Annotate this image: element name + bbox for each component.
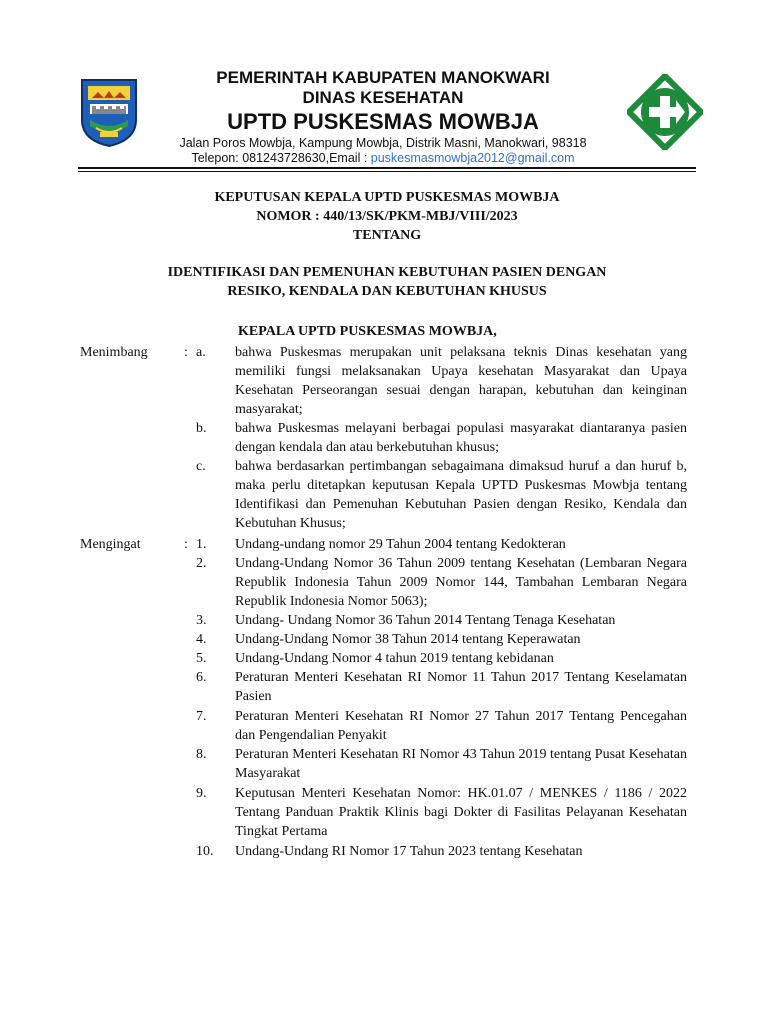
list-item-text: Undang-undang nomor 29 Tahun 2004 tentang Kedokteran: [235, 537, 566, 552]
list-marker: 6.: [196, 670, 207, 685]
subject-line: RESIKO, KENDALA DAN KEBUTUHAN KHUSUS: [227, 284, 547, 299]
list-item-text: Peraturan Menteri Kesehatan RI Nomor 27 Tahun 2017 Tentang Pencegahan dan Pengendalian Penyakit: [235, 709, 687, 743]
list-item-text: Undang-Undang Nomor 4 tahun 2019 tentang kebidanan: [235, 651, 554, 666]
address: Jalan Poros Mowbja, Kampung Mowbja, Distrik Masni, Manokwari, 98318: [179, 136, 587, 150]
mengingat-colon: :: [184, 537, 188, 552]
letterhead: [150, 68, 616, 166]
list-marker: 8.: [196, 747, 207, 762]
decree-number: NOMOR : 440/13/SK/PKM-MBJ/VIII/2023: [256, 209, 518, 224]
list-marker: 2.: [196, 556, 207, 571]
list-marker: 3.: [196, 613, 207, 628]
list-marker: 4.: [196, 632, 207, 647]
decree-title-line: KEPUTUSAN KEPALA UPTD PUSKESMAS MOWBJA: [214, 190, 560, 205]
header-divider: [78, 167, 696, 169]
list-marker: 7.: [196, 709, 207, 724]
list-item-text: bahwa berdasarkan pertimbangan sebagaimana dimaksud huruf a dan huruf b, maka perlu ditetapkan keputusan Kepala UPTD Puskesmas Mowbja tentang Identifikasi dan Pemenuhan Kebutuhan Pasien dengan Resiko, Kendala dan Kebutuhan Khusus;: [235, 459, 687, 531]
phone-text: Telepon: 081243728630,Email :: [191, 151, 371, 165]
list-marker: a.: [196, 345, 206, 360]
list-item-text: bahwa Puskesmas melayani berbagai populasi masyarakat diantaranya pasien dengan kendala dan atau berkebutuhan khusus;: [235, 421, 687, 455]
list-item-text: Peraturan Menteri Kesehatan RI Nomor 43 Tahun 2019 tentang Pusat Kesehatan Masyarakat: [235, 747, 687, 781]
decree-title: [78, 188, 696, 245]
mengingat-label: Mengingat: [80, 537, 141, 552]
list-item-text: bahwa Puskesmas merupakan unit pelaksana teknis Dinas kesehatan yang memiliki fungsi melaksanakan Upaya kesehatan Masyarakat dan Upaya Kesehatan Perseorangan sesuai dengan harapan, kebutuhan dan keinginan masyarakat;: [235, 345, 687, 417]
government-name: PEMERINTAH KABUPATEN MANOKWARI: [216, 68, 550, 87]
regency-emblem-icon: [78, 76, 140, 148]
list-marker: c.: [196, 459, 206, 474]
email-link[interactable]: puskesmasmowbja2012@gmail.com: [370, 151, 575, 165]
institution-name: UPTD PUSKESMAS MOWBJA: [227, 109, 539, 134]
contact-line: [150, 151, 616, 166]
list-marker: 10.: [196, 844, 214, 859]
header-divider-thin: [78, 171, 696, 172]
list-marker: 9.: [196, 786, 207, 801]
decree-subject: [78, 263, 696, 301]
menimbang-label: Menimbang: [80, 345, 148, 360]
list-item-text: Peraturan Menteri Kesehatan RI Nomor 11 Tahun 2017 Tentang Keselamatan Pasien: [235, 670, 687, 704]
list-item-text: Undang-Undang Nomor 36 Tahun 2009 tentang Kesehatan (Lembaran Negara Republik Indonesia Tahun 2009 Nomor 144, Tambahan Lembaran Negara Republik Indonesia Nomor 5063);: [235, 556, 687, 609]
official-title: KEPALA UPTD PUSKESMAS MOWBJA,: [238, 324, 497, 339]
list-marker: 1.: [196, 537, 207, 552]
list-item-text: Keputusan Menteri Kesehatan Nomor: HK.01.07 / MENKES / 1186 / 2022 Tentang Panduan Praktik Klinis bagi Dokter di Fasilitas Pelayanan Kesehatan Tingkat Pertama: [235, 786, 687, 839]
department-name: DINAS KESEHATAN: [302, 88, 464, 107]
list-item-text: Undang-Undang RI Nomor 17 Tahun 2023 tentang Kesehatan: [235, 844, 583, 859]
menimbang-colon: :: [184, 345, 188, 360]
list-item-text: Undang-Undang Nomor 38 Tahun 2014 tentang Keperawatan: [235, 632, 581, 647]
list-item-text: Undang- Undang Nomor 36 Tahun 2014 Tentang Tenaga Kesehatan: [235, 613, 616, 628]
list-marker: 5.: [196, 651, 207, 666]
decree-tentang: TENTANG: [352, 228, 422, 243]
list-marker: b.: [196, 421, 207, 436]
puskesmas-logo-icon: [627, 74, 703, 150]
subject-line: IDENTIFIKASI DAN PEMENUHAN KEBUTUHAN PASIEN DENGAN: [167, 265, 607, 280]
